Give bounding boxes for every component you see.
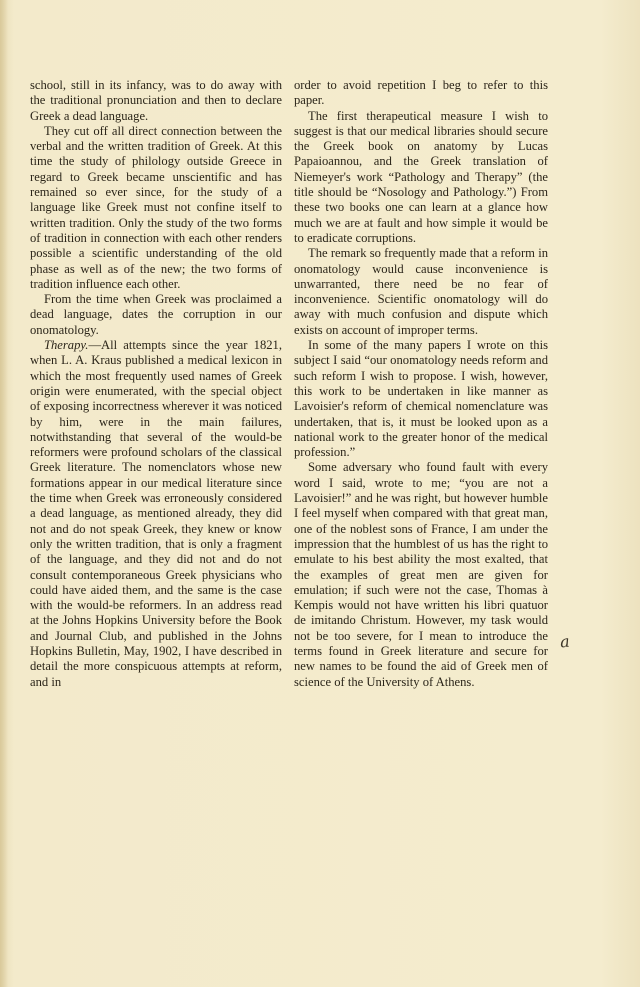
right-paragraph-2: The first therapeutical measure I wish to suggest is that our medical libraries should secure the Greek book on anatomy by Lucas Papaioannou, and the Greek translation of Niemeyer's work “Pathology and Therapy” (the title should be “Nosology and Pathology.”) From these two books one can learn at a glance how much we are at fault and how simple it would be to eradicate corruptions. bbox=[294, 108, 548, 245]
right-paragraph-1: order to avoid repetition I beg to refer to this paper. bbox=[294, 78, 548, 108]
therapy-text: —All attempts since the year 1821, when L. A. Kraus published a medical lexicon in which the most frequently used names of Greek origin were enumerated, with the special object of exposing incorrectness wherever it was noticed by him, were in the main failures, notwithstanding that several of the would-be reformers were profound scholars of the classical Greek literature. The nomenclators whose new formations appear in our medical literature since the time when Greek was erroneously considered a dead language, as mentioned already, they did not and do not speak Greek, they knew or know only the written tradition, that is only a fragment of the language, and they did not and do not consult contemporaneous Greek physicians who could have aided them, and the same is the case with the would-be reformers. In an address read at the Johns Hopkins University before the Book and Journal Club, and published in the Johns Hopkins Bulletin, May, 1902, I have described in detail the more conspicuous attempts at reform, and in bbox=[30, 338, 282, 689]
right-paragraph-5: Some adversary who found fault with every word I said, wrote to me; “you are not a Lavoisier!” and he was right, but however humble I feel myself when compared with that great man, one of the noblest sons of France, I am under the impression that the humblest of us has the right to emulate to his best ability the most exalted, that the examples of great men are given for emulation; if such were not the case, Thomas à Kempis would not have written his libri quatuor de imitando Christum. However, my task would not be too severe, for I mean to introduce the terms found in Greek literature and secure for new names to be found the aid of Greek men of science of the University of Athens. bbox=[294, 460, 548, 689]
therapy-heading: Therapy. bbox=[44, 338, 89, 353]
left-paragraph-2: They cut off all direct connection between the verbal and the written tradition of Greek. At this time the study of philology outside Greece in regard to Greek became unscientific and has remained so ever since, for the study of a language like Greek must not confine itself to written tradition. Only the study of the two forms of tradition in connection with each other renders possible a scientific understanding of the old phase as well as of the new; the two forms of tradition influence each other. bbox=[30, 123, 282, 291]
left-column bbox=[30, 78, 282, 690]
left-paragraph-3: From the time when Greek was proclaimed a dead language, dates the corruption in our onomatology. bbox=[30, 292, 282, 337]
right-paragraph-4: In some of the many papers I wrote on this subject I said “our onomatology needs reform and such reform I wish to propose. I wish, however, this work to be undertaken in like manner as Lavoisier's reform of chemical nomenclature was undertaken, that is, it must be looked upon as a national work to the greater honor of the medical profession.” bbox=[294, 338, 548, 460]
left-paragraph-1: school, still in its infancy, was to do away with the traditional pronunciation and then to declare Greek a dead language. bbox=[30, 78, 282, 123]
page-spine-shadow bbox=[0, 0, 8, 987]
handwritten-margin-note: a bbox=[559, 631, 571, 652]
right-column bbox=[294, 78, 548, 690]
right-paragraph-3: The remark so frequently made that a reform in onomatology would cause inconvenience is unwarranted, there need be no fear of inconvenience. Scientific onomatology will do away with much confusion and dispute which exists on account of improper terms. bbox=[294, 246, 548, 337]
left-paragraph-4 bbox=[30, 338, 282, 690]
